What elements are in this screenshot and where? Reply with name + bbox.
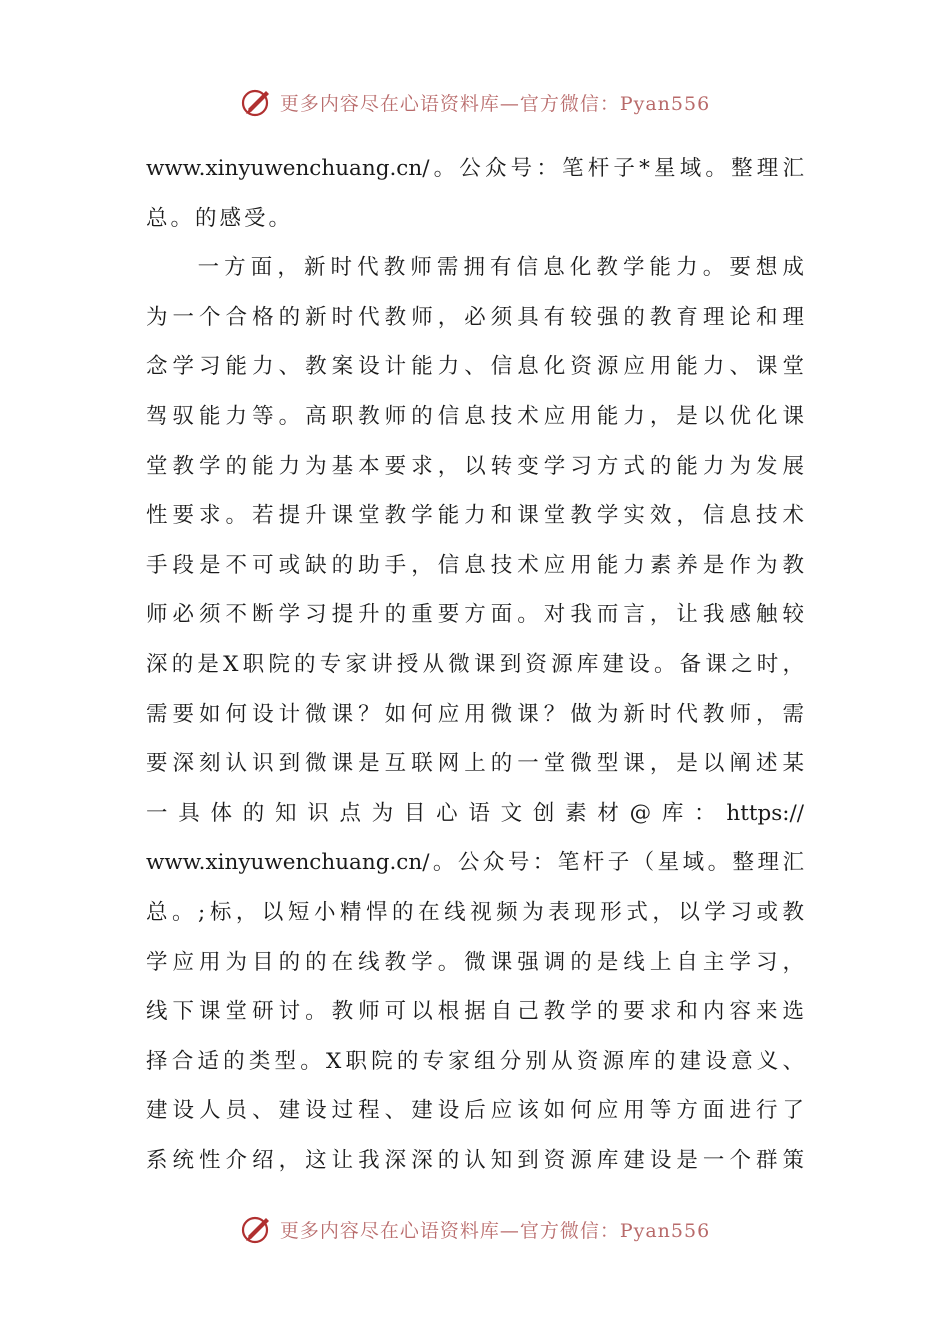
body-line: 总。的感受。 — [146, 205, 294, 231]
body-line: 深的是X职院的专家讲授从微课到资源库建设。备课之时， — [146, 651, 804, 677]
body-line-paragraph-start: 一方面，新时代教师需拥有信息化教学能力。要想成 — [197, 255, 804, 281]
body-line: 线下课堂研讨。教师可以根据自己教学的要求和内容来选 — [146, 999, 804, 1025]
quill-pen-seal-icon — [240, 85, 274, 119]
body-line: 建设人员、建设过程、建设后应该如何应用等方面进行了 — [146, 1098, 804, 1124]
body-line: 择合适的类型。X职院的专家组分别从资源库的建设意义、 — [146, 1048, 804, 1074]
body-line: 总。;标，以短小精悍的在线视频为表现形式，以学习或教 — [146, 899, 804, 925]
body-line: 要深刻认识到微课是互联网上的一堂微型课，是以阐述某 — [146, 751, 804, 777]
body-line: 性要求。若提升课堂教学能力和课堂教学实效，信息技术 — [146, 503, 804, 529]
body-line: www.xinyuwenchuang.cn/。公众号：笔杆子（星域。整理汇 — [146, 850, 804, 876]
footer-banner — [0, 1209, 950, 1249]
body-line: 一具体的知识点为目心语文创素材@库：https:// — [146, 800, 804, 826]
body-line: www.xinyuwenchuang.cn/。公众号：笔杆子*星域。整理汇 — [146, 156, 804, 181]
quill-pen-seal-icon — [240, 1212, 274, 1246]
body-line: 手段是不可或缺的助手，信息技术应用能力素养是作为教 — [146, 552, 804, 578]
body-line: 系统性介绍，这让我深深的认知到资源库建设是一个群策 — [146, 1147, 804, 1173]
body-line: 师必须不断学习提升的重要方面。对我而言，让我感触较 — [146, 602, 804, 628]
header-banner — [0, 82, 950, 122]
footer-banner-text: 更多内容尽在心语资料库—官方微信：Pyan556 — [279, 1219, 711, 1242]
document-body — [146, 144, 804, 1185]
body-line: 念学习能力、教案设计能力、信息化资源应用能力、课堂 — [146, 354, 804, 380]
body-line: 为一个合格的新时代教师，必须具有较强的教育理论和理 — [146, 304, 804, 330]
body-line: 学应用为目的的在线教学。微课强调的是线上自主学习， — [146, 949, 804, 975]
body-line: 需要如何设计微课？如何应用微课？做为新时代教师，需 — [146, 701, 804, 727]
header-banner-text: 更多内容尽在心语资料库—官方微信：Pyan556 — [279, 92, 711, 115]
body-line: 堂教学的能力为基本要求，以转变学习方式的能力为发展 — [146, 453, 804, 479]
body-line: 驾驭能力等。高职教师的信息技术应用能力，是以优化课 — [146, 403, 804, 429]
